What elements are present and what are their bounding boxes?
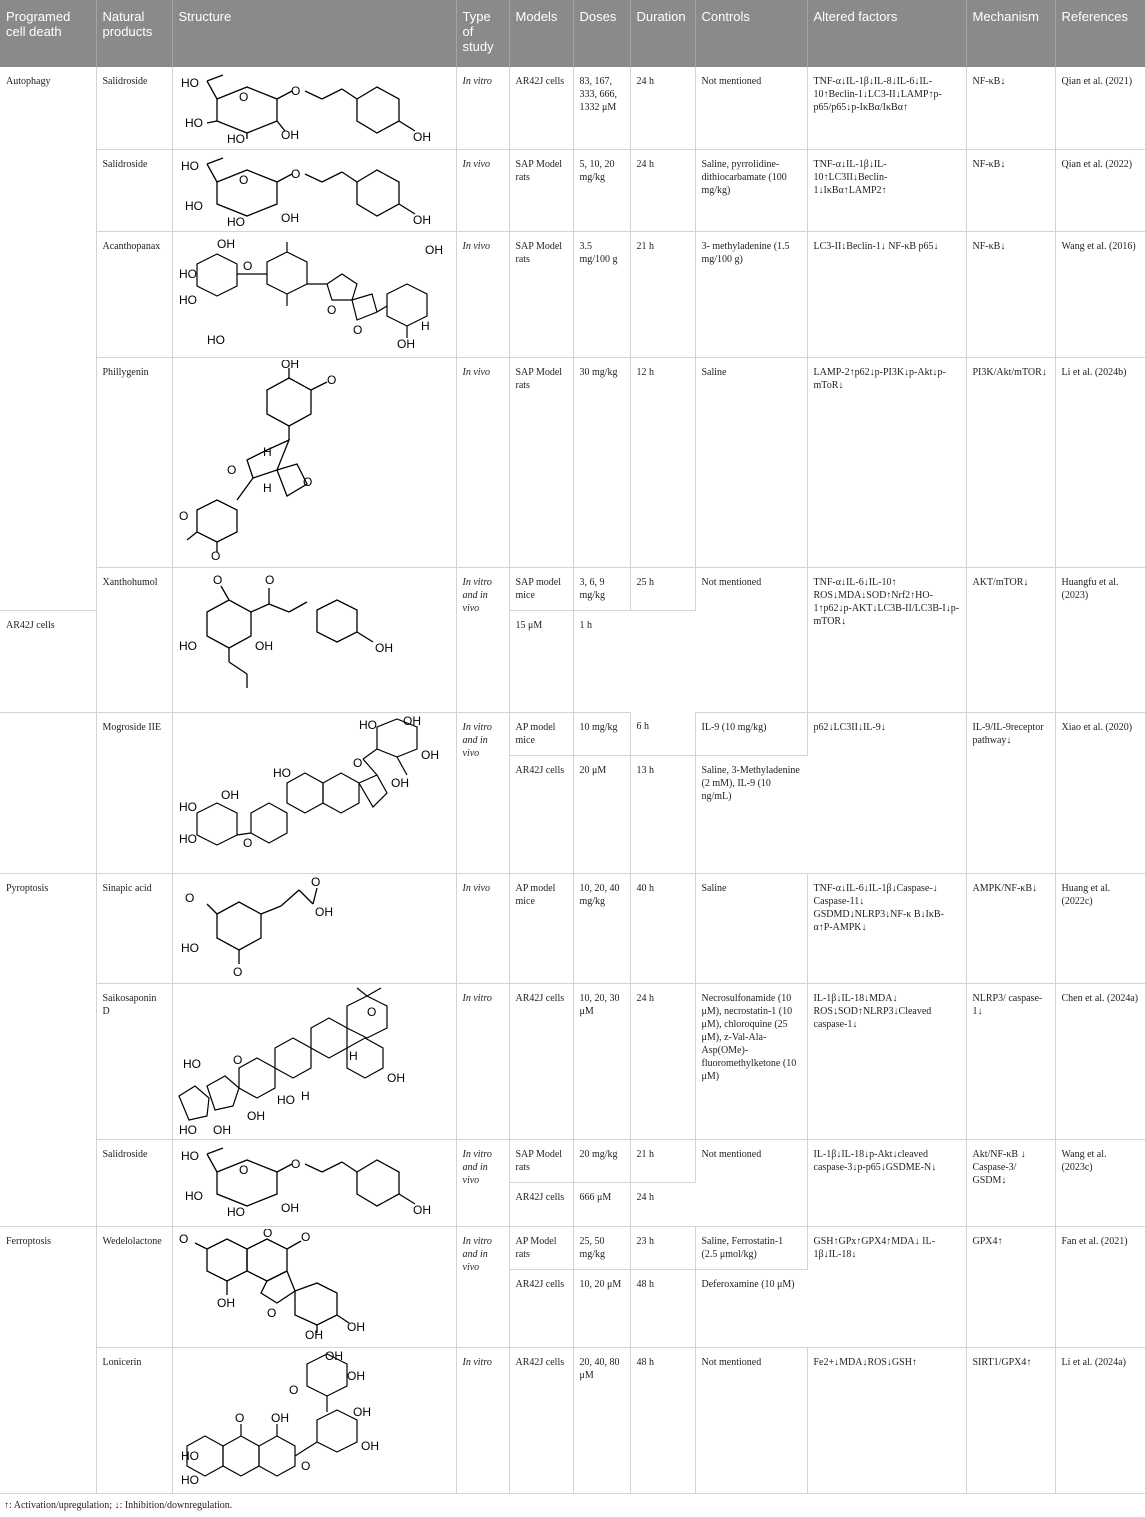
reference-cell: Huang et al. (2022c) <box>1055 873 1145 983</box>
factors-cell: Fe2+↓MDA↓ROS↓GSH↑ <box>807 1347 966 1493</box>
chem-label: OH <box>360 1438 379 1453</box>
dose-cell: 83, 167, 333, 666, 1332 μM <box>573 67 630 149</box>
table-row <box>0 1139 1145 1182</box>
controls-cell: Not mentioned <box>695 1347 807 1493</box>
chem-label: O <box>290 84 300 98</box>
structure-cell <box>172 231 456 357</box>
factors-cell: GSH↑GPx↑GPX4↑MDA↓ IL-1β↓IL-18↓ <box>807 1226 966 1347</box>
chem-label: OH <box>254 638 273 653</box>
acanthopanax-structure <box>177 234 447 352</box>
sinapic-acid-structure <box>177 876 447 980</box>
salidroside-structure <box>177 152 447 228</box>
chem-label: OH <box>412 130 431 144</box>
chem-label: OH <box>374 640 393 655</box>
product-cell: Phillygenin <box>96 357 172 567</box>
header-cell: Controls <box>695 0 807 67</box>
chem-label: HO <box>226 132 245 145</box>
product-cell: Salidroside <box>96 1139 172 1226</box>
duration-cell: 1 h <box>573 610 630 712</box>
model-cell: AR42J cells <box>509 67 573 149</box>
study-cell: In vivo <box>456 231 509 357</box>
structure-cell <box>172 1226 456 1347</box>
chem-label: O <box>226 462 236 477</box>
dose-cell: 3, 6, 9 mg/kg <box>573 567 630 610</box>
header-cell: Doses <box>573 0 630 67</box>
controls-cell: Saline <box>695 873 807 983</box>
duration-cell: 21 h <box>630 231 695 357</box>
chem-label: O <box>352 322 362 337</box>
phillygenin-structure <box>177 360 447 562</box>
table-row <box>0 983 1145 1139</box>
table-row <box>0 231 1145 357</box>
chem-label: OH <box>304 1327 323 1339</box>
reference-cell: Wang et al. (2016) <box>1055 231 1145 357</box>
model-cell: SAP Model rats <box>509 1139 573 1182</box>
chem-label: HO <box>182 1056 201 1071</box>
controls-cell: 3- methyladenine (1.5 mg/100 g) <box>695 231 807 357</box>
product-cell: Mogroside IIE <box>96 712 172 873</box>
header-cell: References <box>1055 0 1145 67</box>
salidroside-structure <box>177 69 447 145</box>
table-row <box>0 149 1145 231</box>
chem-label: OH <box>402 714 421 728</box>
factors-cell: TNF-α↓IL-1β↓IL-10↑LC3II↓Beclin-1↓IκBα↑LAMP2↑ <box>807 149 966 231</box>
reference-cell: Fan et al. (2021) <box>1055 1226 1145 1347</box>
product-cell: Wedelolactone <box>96 1226 172 1347</box>
chem-label: O <box>290 166 300 181</box>
header-cell: Mechanism <box>966 0 1055 67</box>
chem-label: OH <box>390 775 409 790</box>
chem-label: OH <box>412 212 431 227</box>
model-cell: SAP Model rats <box>509 231 573 357</box>
chem-label: O <box>210 548 220 562</box>
chem-label: O <box>366 1004 376 1019</box>
chem-label: H <box>420 318 430 333</box>
wedelolactone-structure <box>177 1229 447 1339</box>
study-cell: In vivo <box>456 357 509 567</box>
controls-cell: Not mentioned <box>695 1139 807 1226</box>
chem-label: HO <box>180 1148 199 1163</box>
study-cell: In vitro <box>456 1347 509 1493</box>
chem-label: HO <box>180 940 199 955</box>
chem-label: OH <box>346 1319 365 1334</box>
study-cell: In vitro and in vivo <box>456 567 509 712</box>
controls-cell: Deferoxamine (10 μM) <box>695 1269 807 1347</box>
chem-label: HO <box>178 831 197 846</box>
chem-label: O <box>290 1156 300 1171</box>
dose-cell: 10 mg/kg <box>573 712 630 755</box>
chem-label: HO <box>178 638 197 653</box>
chem-label: OH <box>324 1349 343 1363</box>
chem-label: HO <box>276 1092 295 1107</box>
chem-label: OH <box>216 1295 235 1310</box>
dose-cell: 20 mg/kg <box>573 1139 630 1182</box>
chem-label: OH <box>280 210 299 225</box>
chem-label: HO <box>178 266 197 281</box>
structure-cell <box>172 983 456 1139</box>
study-cell: In vitro and in vivo <box>456 712 509 873</box>
chem-label: HO <box>180 1472 199 1487</box>
table-footnote: ↑: Activation/upregulation; ↓: Inhibition/downregulation. <box>4 1499 233 1511</box>
chem-label: O <box>300 1229 310 1244</box>
chem-label: OH <box>212 1122 231 1136</box>
chem-label: O <box>326 372 336 387</box>
controls-cell: Saline, Ferrostatin-1 (2.5 μmol/kg) <box>695 1226 807 1269</box>
chem-label: H <box>262 480 272 495</box>
mechanism-cell: AMPK/NF-κB↓ <box>966 873 1055 983</box>
mechanism-cell: PI3K/Akt/mTOR↓ <box>966 357 1055 567</box>
study-cell: In vitro and in vivo <box>456 1139 509 1226</box>
product-cell: Xanthohumol <box>96 567 172 712</box>
mechanism-cell: AKT/mTOR↓ <box>966 567 1055 712</box>
model-cell: SAP model mice <box>509 567 573 610</box>
chem-label: OH <box>396 336 415 351</box>
chem-label: H <box>262 444 272 459</box>
dose-cell: 5, 10, 20 mg/kg <box>573 149 630 231</box>
header-cell: Altered factors <box>807 0 966 67</box>
mechanism-cell: Akt/NF-κB ↓ Caspase-3/ GSDM↓ <box>966 1139 1055 1226</box>
chem-label: OH <box>220 787 239 802</box>
chem-label: OH <box>280 128 299 142</box>
saikosaponin-structure <box>177 986 447 1136</box>
model-cell: AR42J cells <box>509 755 573 873</box>
chem-label: O <box>300 1458 310 1473</box>
chem-label: O <box>262 1228 272 1240</box>
chem-label: OH <box>314 904 333 919</box>
lonicerin-structure <box>177 1350 447 1490</box>
factors-cell: IL-1β↓IL-18↓p-Akt↓cleaved caspase-3↓p-p65↓GSDME-N↓ <box>807 1139 966 1226</box>
reference-cell: Chen et al. (2024a) <box>1055 983 1145 1139</box>
reference-cell: Li et al. (2024b) <box>1055 357 1145 567</box>
model-cell: AP model mice <box>509 873 573 983</box>
table-row <box>0 357 1145 567</box>
model-cell: AR42J cells <box>509 1182 573 1226</box>
table-row <box>0 712 1145 755</box>
dose-cell: 25, 50 mg/kg <box>573 1226 630 1269</box>
controls-cell: Not mentioned <box>695 567 807 712</box>
duration-cell: 24 h <box>630 149 695 231</box>
table-row <box>0 873 1145 983</box>
chem-label: O <box>326 302 336 317</box>
study-cell: In vitro <box>456 983 509 1139</box>
structure-cell <box>172 1347 456 1493</box>
mechanism-cell: NF-κB↓ <box>966 67 1055 149</box>
chem-label: HO <box>226 214 245 228</box>
chem-label: O <box>234 1410 244 1425</box>
model-cell: AR42J cells <box>0 610 96 712</box>
factors-cell: TNF-α↓IL-6↓IL-10↑ ROS↓MDA↓SOD↑Nrf2↑HO-1↑p62↓p-AKT↓LC3B-II/LC3B-I↓p-mTOR↓ <box>807 567 966 712</box>
chem-label: OH <box>216 236 235 251</box>
product-cell: Acanthopanax <box>96 231 172 357</box>
table-row <box>0 1347 1145 1493</box>
chem-label: OH <box>412 1202 431 1217</box>
dose-cell: 10, 20, 30 μM <box>573 983 630 1139</box>
mogroside-structure <box>177 715 447 859</box>
mechanism-cell: NF-κB↓ <box>966 149 1055 231</box>
product-cell: Salidroside <box>96 149 172 231</box>
header-cell: Programed cell death <box>0 0 96 67</box>
model-cell: SAP Model rats <box>509 357 573 567</box>
duration-cell: 25 h <box>630 567 695 610</box>
header-row <box>0 0 1145 67</box>
duration-cell: 48 h <box>630 1347 695 1493</box>
duration-cell: 40 h <box>630 873 695 983</box>
duration-cell: 24 h <box>630 983 695 1139</box>
mechanism-cell: IL-9/IL-9receptor pathway↓ <box>966 712 1055 873</box>
structure-cell <box>172 67 456 149</box>
duration-cell: 6 h <box>630 712 695 755</box>
death-type-cell: Autophagy <box>0 67 96 610</box>
chem-label: OH <box>386 1070 405 1085</box>
header-cell: Structure <box>172 0 456 67</box>
structure-cell <box>172 567 456 712</box>
structure-cell <box>172 712 456 873</box>
chem-label: O <box>184 890 194 905</box>
reference-cell: Qian et al. (2021) <box>1055 67 1145 149</box>
controls-cell: Saline, pyrrolidine-dithiocarbamate (100 mg/kg) <box>695 149 807 231</box>
chem-label: OH <box>280 359 299 371</box>
reference-cell: Li et al. (2024a) <box>1055 1347 1145 1493</box>
dose-cell: 3.5 mg/100 g <box>573 231 630 357</box>
dose-cell: 20 μM <box>573 755 630 873</box>
study-cell: In vivo <box>456 873 509 983</box>
chem-label: HO <box>206 332 225 347</box>
chem-label: HO <box>184 1188 203 1203</box>
model-cell: AP Model rats <box>509 1226 573 1269</box>
factors-cell: LC3-II↓Beclin-1↓ NF-κB p65↓ <box>807 231 966 357</box>
product-cell: Sinapic acid <box>96 873 172 983</box>
death-type-cell: Ferroptosis <box>0 1226 96 1493</box>
chem-label: HO <box>178 1122 197 1136</box>
reference-cell: Huangfu et al. (2023) <box>1055 567 1145 712</box>
chem-label: O <box>178 508 188 523</box>
mechanism-cell: GPX4↑ <box>966 1226 1055 1347</box>
chem-label: O <box>310 875 320 889</box>
mechanism-cell: NF-κB↓ <box>966 231 1055 357</box>
death-type-cell: Pyroptosis <box>0 873 96 1226</box>
chem-label: HO <box>184 198 203 213</box>
death-type-cell <box>0 712 96 873</box>
chem-label: O <box>212 572 222 587</box>
table-row <box>0 567 1145 610</box>
structure-cell <box>172 357 456 567</box>
controls-cell: Saline, 3-Methyladenine (2 mM), IL-9 (10 ng/mL) <box>695 755 807 873</box>
structure-cell <box>172 1139 456 1226</box>
model-cell: AR42J cells <box>509 1269 573 1347</box>
duration-cell: 13 h <box>630 755 695 873</box>
chem-label: HO <box>272 765 291 780</box>
model-cell: AP model mice <box>509 712 573 755</box>
study-cell: In vitro <box>456 67 509 149</box>
chem-label: O <box>238 90 248 104</box>
chem-label: O <box>242 835 252 850</box>
chem-label: OH <box>420 747 439 762</box>
chem-label: O <box>242 258 252 273</box>
model-cell: SAP Model rats <box>509 149 573 231</box>
chem-label: O <box>232 964 242 979</box>
chem-label: OH <box>280 1200 299 1215</box>
chem-label: H <box>300 1088 310 1103</box>
chem-label: HO <box>358 717 377 732</box>
dose-cell: 666 μM <box>573 1182 630 1226</box>
header-cell: Duration <box>630 0 695 67</box>
factors-cell: p62↓LC3II↓IL-9↓ <box>807 712 966 873</box>
duration-cell: 48 h <box>630 1269 695 1347</box>
chem-label: O <box>238 172 248 187</box>
chem-label: HO <box>180 76 199 90</box>
chem-label: O <box>232 1052 242 1067</box>
dose-cell: 10, 20 μM <box>573 1269 630 1347</box>
reference-cell: Qian et al. (2022) <box>1055 149 1145 231</box>
chem-label: OH <box>246 1108 265 1123</box>
header-cell: Type of study <box>456 0 509 67</box>
reference-cell: Wang et al. (2023c) <box>1055 1139 1145 1226</box>
chem-label: O <box>264 572 274 587</box>
chem-label: O <box>178 1231 188 1246</box>
xanthohumol-structure <box>177 570 447 702</box>
dose-cell: 10, 20, 40 mg/kg <box>573 873 630 983</box>
product-cell: Saikosaponin D <box>96 983 172 1139</box>
table-row <box>0 1226 1145 1269</box>
chem-label: OH <box>270 1410 289 1425</box>
reference-cell: Xiao et al. (2020) <box>1055 712 1145 873</box>
chem-label: O <box>352 755 362 770</box>
dose-cell: 30 mg/kg <box>573 357 630 567</box>
controls-cell: Saline <box>695 357 807 567</box>
duration-cell: 23 h <box>630 1226 695 1269</box>
dose-cell: 20, 40, 80 μM <box>573 1347 630 1493</box>
chem-label: O <box>302 474 312 489</box>
factors-cell: TNF-α↓IL-1β↓IL-8↓IL-6↓IL-10↑Beclin-1↓LC3-II↓LAMP↑p-p65/p65↓p-IκBα/IκBα↑ <box>807 67 966 149</box>
study-cell: In vitro and in vivo <box>456 1226 509 1347</box>
model-cell: AR42J cells <box>509 983 573 1139</box>
header-cell: Natural products <box>96 0 172 67</box>
controls-cell: Necrosulfonamide (10 μM), necrostatin-1 (10 μM), chloroquine (25 μM), z-Val-Ala-Asp(OMe)-fluoromethylketone (10 μM) <box>695 983 807 1139</box>
chem-label: OH <box>346 1368 365 1383</box>
duration-cell: 24 h <box>630 67 695 149</box>
chem-label: HO <box>184 116 203 130</box>
chem-label: HO <box>180 1448 199 1463</box>
chem-label: O <box>238 1162 248 1177</box>
chem-label: OH <box>352 1404 371 1419</box>
chem-label: OH <box>424 242 443 257</box>
study-cell: In vivo <box>456 149 509 231</box>
chem-label: HO <box>226 1204 245 1218</box>
model-cell: AR42J cells <box>509 1347 573 1493</box>
chem-label: HO <box>180 158 199 173</box>
chem-label: O <box>288 1382 298 1397</box>
mechanism-cell: SIRT1/GPX4↑ <box>966 1347 1055 1493</box>
factors-cell: IL-1β↓IL-18↓MDA↓ ROS↓SOD↑NLRP3↓Cleaved caspase-1↓ <box>807 983 966 1139</box>
duration-cell: 24 h <box>630 1182 695 1226</box>
product-cell: Lonicerin <box>96 1347 172 1493</box>
chem-label: H <box>348 1048 358 1063</box>
chem-label: HO <box>178 799 197 814</box>
controls-cell: IL-9 (10 mg/kg) <box>695 712 807 755</box>
product-cell: Salidroside <box>96 67 172 149</box>
factors-cell: TNF-α↓IL-6↓IL-1β↓Caspase-↓ Caspase-11↓ GSDMD↓NLRP3↓NF-κ B↓IκB-α↑P-AMPK↓ <box>807 873 966 983</box>
duration-cell: 12 h <box>630 357 695 567</box>
structure-cell <box>172 149 456 231</box>
mechanism-cell: NLRP3/ caspase-1↓ <box>966 983 1055 1139</box>
dose-cell: 15 μM <box>509 610 573 712</box>
chem-label: O <box>266 1305 276 1320</box>
table-row <box>0 67 1145 149</box>
header-cell: Models <box>509 0 573 67</box>
factors-cell: LAMP-2↑p62↓p-PI3K↓p-Akt↓p-mToR↓ <box>807 357 966 567</box>
chem-label: HO <box>178 292 197 307</box>
salidroside-structure <box>177 1142 447 1218</box>
duration-cell: 21 h <box>630 1139 695 1182</box>
controls-cell: Not mentioned <box>695 67 807 149</box>
structure-cell <box>172 873 456 983</box>
